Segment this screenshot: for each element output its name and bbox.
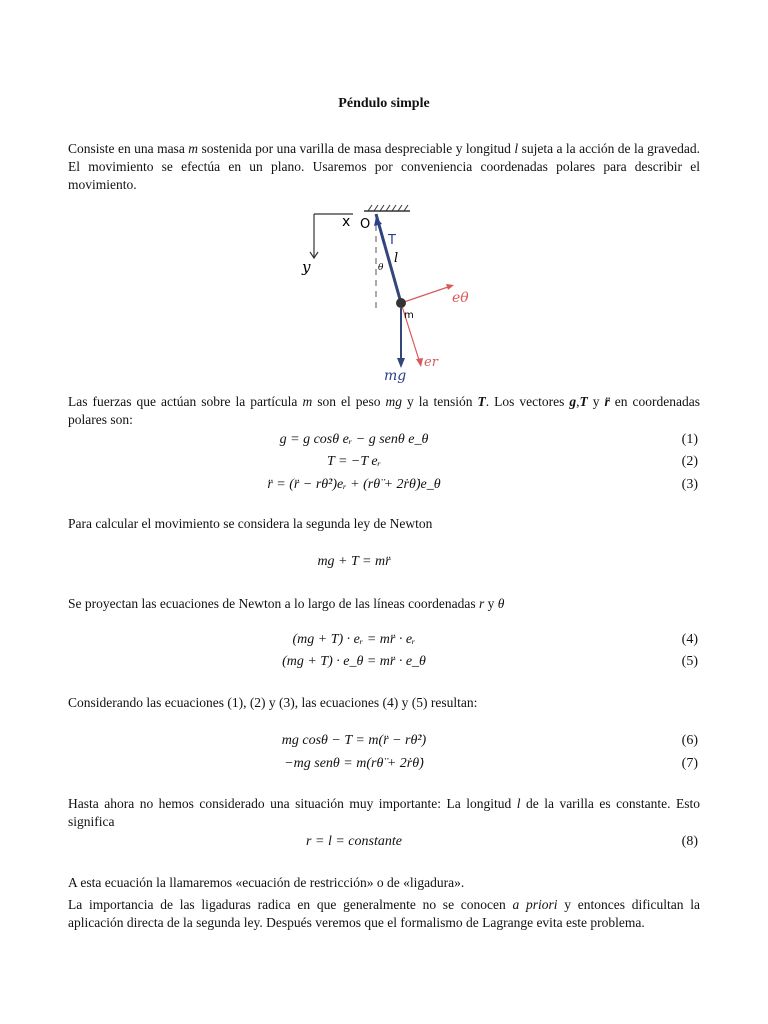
constraint-paragraph — [68, 795, 700, 831]
newton-paragraph: Para calcular el movimiento se considera la segunda ley de Newton — [68, 516, 433, 531]
text: y entonces dificultan la aplicación directa de la segunda ley. Después veremos que el formalismo de Lagrange evita este problema. — [68, 897, 700, 930]
a-priori-text: a priori — [512, 897, 558, 912]
mass-bob — [396, 298, 406, 308]
ligadura-paragraph: A esta ecuación la llamaremos «ecuación de restricción» o de «ligadura». — [68, 875, 465, 890]
symbol-m: m — [302, 394, 313, 409]
equation-number: (5) — [681, 654, 698, 669]
text: sostenida por una varilla de masa despreciable y longitud — [198, 141, 515, 156]
projection-paragraph — [68, 595, 700, 613]
page-title: Péndulo simple — [338, 96, 430, 111]
symbol-r: r — [478, 596, 485, 611]
e-r-label: er — [424, 355, 438, 370]
e-theta-label: eθ — [452, 290, 469, 306]
symbol-l: l — [516, 796, 521, 811]
equation-7 — [68, 756, 700, 776]
symbol-mg: mg — [385, 394, 402, 409]
e-r-arrow-icon — [416, 358, 423, 367]
text: de la varilla es constante. Esto significa — [68, 796, 700, 829]
text: Las fuerzas que actúan sobre la partícula — [68, 394, 303, 409]
equation-8 — [68, 834, 700, 854]
text: La importancia de las ligaduras radica en que generalmente no se conocen — [68, 897, 513, 912]
text: . Los vectores — [485, 394, 570, 409]
equation-1 — [68, 432, 700, 452]
tension-vector — [378, 222, 384, 244]
equation-3 — [68, 477, 700, 497]
text: y la tensión — [401, 394, 478, 409]
equation-body: g = g cosθ eᵣ − g senθ e_θ — [279, 432, 429, 447]
symbol-g: g — [569, 394, 577, 409]
ceiling-hatch — [368, 205, 408, 211]
symbol-l: l — [514, 141, 519, 156]
equation-2 — [68, 454, 700, 474]
equation-number: (4) — [681, 632, 698, 647]
x-label: x — [342, 214, 351, 230]
text: son el peso — [312, 394, 386, 409]
equation-6 — [68, 733, 700, 753]
mass-label: m — [404, 310, 414, 321]
intro-paragraph — [68, 140, 700, 194]
pendulum-figure — [298, 200, 470, 388]
equation-body: r̈ = (r̈ − rθ̇²)eᵣ + (rθ̈ + 2ṙθ̇)e_θ — [267, 477, 441, 492]
equation-body: (mg + T) · eᵣ = mr̈ · eᵣ — [292, 632, 416, 647]
text: sujeta a la acción de la gravedad. El movimiento se efectúa en un plano. Usaremos por conveniencia coordenadas polares para describir el movimiento. — [68, 141, 701, 192]
text: y — [484, 596, 498, 611]
text: y — [587, 394, 605, 409]
text: en coordenadas polares son: — [68, 394, 700, 427]
equation-number: (1) — [681, 432, 698, 447]
equation-number: (3) — [681, 477, 698, 492]
equation-body: r = l = constante — [306, 834, 402, 849]
equation-body: T = −T eᵣ — [326, 454, 382, 469]
equation-number: (2) — [681, 454, 698, 469]
symbol-T: T — [477, 394, 486, 409]
symbol-T: T — [579, 394, 588, 409]
y-label: y — [302, 258, 311, 276]
length-label: l — [394, 251, 399, 266]
considering-paragraph: Considerando las ecuaciones (1), (2) y (3), las ecuaciones (4) y (5) resultan: — [68, 695, 478, 710]
newton-equation — [68, 554, 700, 574]
symbol-m: m — [188, 141, 199, 156]
equation-body: (mg + T) · e_θ = mr̈ · e_θ — [282, 654, 426, 669]
equation-4 — [68, 632, 700, 652]
pendulum-diagram — [298, 200, 470, 388]
forces-paragraph — [68, 393, 700, 429]
importance-paragraph — [68, 896, 700, 932]
weight-label: mg — [384, 368, 407, 384]
origin-label: O — [360, 217, 371, 232]
equation-5 — [68, 654, 700, 674]
text: Hasta ahora no hemos considerado una situación muy importante: La longitud — [68, 796, 517, 811]
equation-body: −mg senθ = m(rθ̈ + 2ṙθ̇) — [284, 756, 424, 771]
weight-arrow-icon — [397, 358, 405, 368]
equation-body: mg + T = mr̈ — [317, 554, 391, 569]
equation-number: (6) — [681, 733, 698, 748]
equation-number: (8) — [681, 834, 698, 849]
text: Se proyectan las ecuaciones de Newton a lo largo de las líneas coordenadas — [68, 596, 479, 611]
equation-number: (7) — [681, 756, 698, 771]
e-theta-vector — [401, 287, 448, 303]
symbol-r-ddot: r̈ — [604, 394, 610, 409]
text: Consiste en una masa — [68, 141, 189, 156]
equation-body: mg cosθ − T = m(r̈ − rθ̇²) — [281, 733, 427, 748]
theta-label: θ — [378, 263, 384, 273]
text: , — [576, 394, 580, 409]
symbol-theta: θ — [497, 596, 505, 611]
tension-label: T — [388, 233, 396, 248]
